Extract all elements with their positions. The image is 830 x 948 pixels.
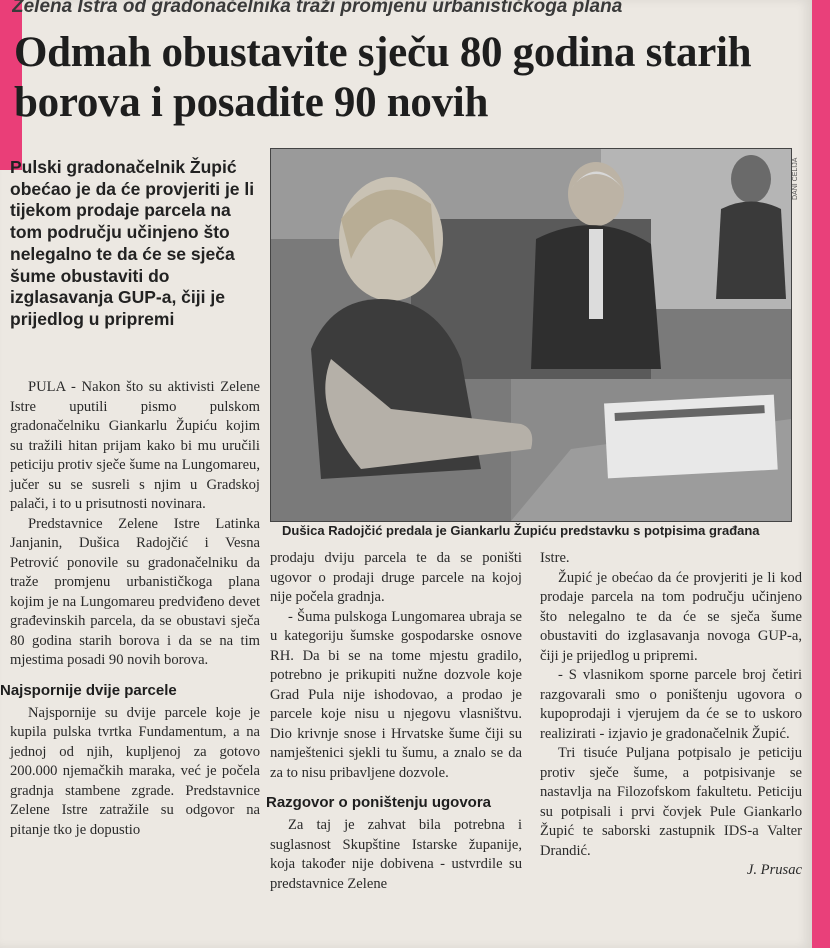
photo-credit: DANI CELIJA — [792, 157, 799, 200]
lead-paragraph: Pulski gradonačelnik Župić obećao je da će provjeriti je li tijekom prodaje parcela na tom području učinjeno što nelegalno te da će se sječa šume obustaviti do izglasavanja GUP-a, čiji je prijedlog u pripremi — [10, 157, 255, 329]
article-column-2 — [266, 549, 522, 894]
author-byline: J. Prusac — [746, 862, 802, 878]
paragraph: Istre. — [540, 550, 570, 566]
subheading: Razgovor o poništenju ugovora — [266, 794, 492, 811]
subheading: Najspornije dvije parcele — [0, 681, 177, 699]
paragraph: - Šuma pulskoga Lungomarea ubraja se u kategoriju šumske gospodarske osnove RH. Da bi se na tome mjestu gradilo, potrebno je prikupiti nužne dozvole koje Grad Pula nije ishodovao, a prodao je parcele koje nisu u njegovu vlasništvu. Dio krivnje snose i Hrvatske šume čiji su namještenici sjekli tu šumu, a znalo se da za to nisu pribavljene dozvole. — [270, 608, 522, 781]
paragraph: Za taj je zahvat bila potrebna i suglasnost Skupštine Istarske županije, koja također nije dobivena - ustvrdile su predstavnice Zelene — [270, 817, 522, 892]
paragraph: prodaju dviju parcela te da se poništi ugovor o prodaji druge parcele na kojoj nije počela gradnja. — [270, 550, 522, 605]
paragraph: PULA - Nakon što su aktivisti Zelene Istre uputili pismo pulskom gradonačelniku Giankarlu Župiću kojim su tražili hitan prijam kako bi mu uručili peticiju protiv sječe šume na Lungomareu, jučer su se susreli s njim u Gradskoj palači, i to u prisutnosti novinara. — [10, 379, 260, 512]
paragraph: Najspornije su dvije parcele koje je kupila pulska tvrtka Fundamentum, a na jednoj od njih, kupljenoj za gotovo 200.000 njemačkih maraka, već je počela gradnja stambene zgrade. Predstavnice Zelene Istre zatražile su odgovor na pitanje tko je dopustio — [10, 704, 260, 838]
paragraph: - S vlasnikom sporne parcele broj četiri razgovarali smo o poništenju ugovora o kupoprodaji i vjerujem da će se to uskoro realizirati - izjavio je gradonačelnik Župić. — [540, 667, 802, 742]
paragraph: Tri tisuće Puljana potpisalo je peticiju protiv sječe šume, a potpisivanje se nastavlja na Filozofskom fakultetu. Peticiju su potpisali i prvi čovjek Pule Giankarlo Župić te saborski zastupnik IDS-a Valter Drandić. — [540, 745, 802, 859]
article-photo — [270, 148, 792, 522]
photo-caption: Dušica Radojčić predala je Giankarlu Župiću predstavku s potpisima građana — [282, 523, 760, 538]
photo-illustration — [271, 149, 791, 521]
kicker: Zelena Istra od gradonačelnika traži promjenu urbanističkoga plana — [12, 0, 623, 17]
article-column-1 — [0, 378, 260, 840]
paragraph: Predstavnice Zelene Istre Latinka Janjanin, Dušica Radojčić i Vesna Petrović ponovile su gradonačelniku da traže promjenu urbanističkoga plana kojim je na Lungomareu predviđeno devet građevinskih parcela, da se obustavi sječa 80 godina starih borova i da se na tim mjestima posadi 90 novih borova. — [10, 515, 260, 668]
headline: Odmah obustavite sječu 80 godina starih borova i posadite 90 novih — [14, 29, 752, 126]
article-column-3 — [540, 549, 802, 881]
paragraph: Župić je obećao da će provjeriti je li kod prodaje parcela na tom području učinjeno što nelegalno te da će se sječa šume obustaviti do izglasavanja novoga GUP-a, čiji je prijedlog u pripremi. — [540, 569, 802, 664]
